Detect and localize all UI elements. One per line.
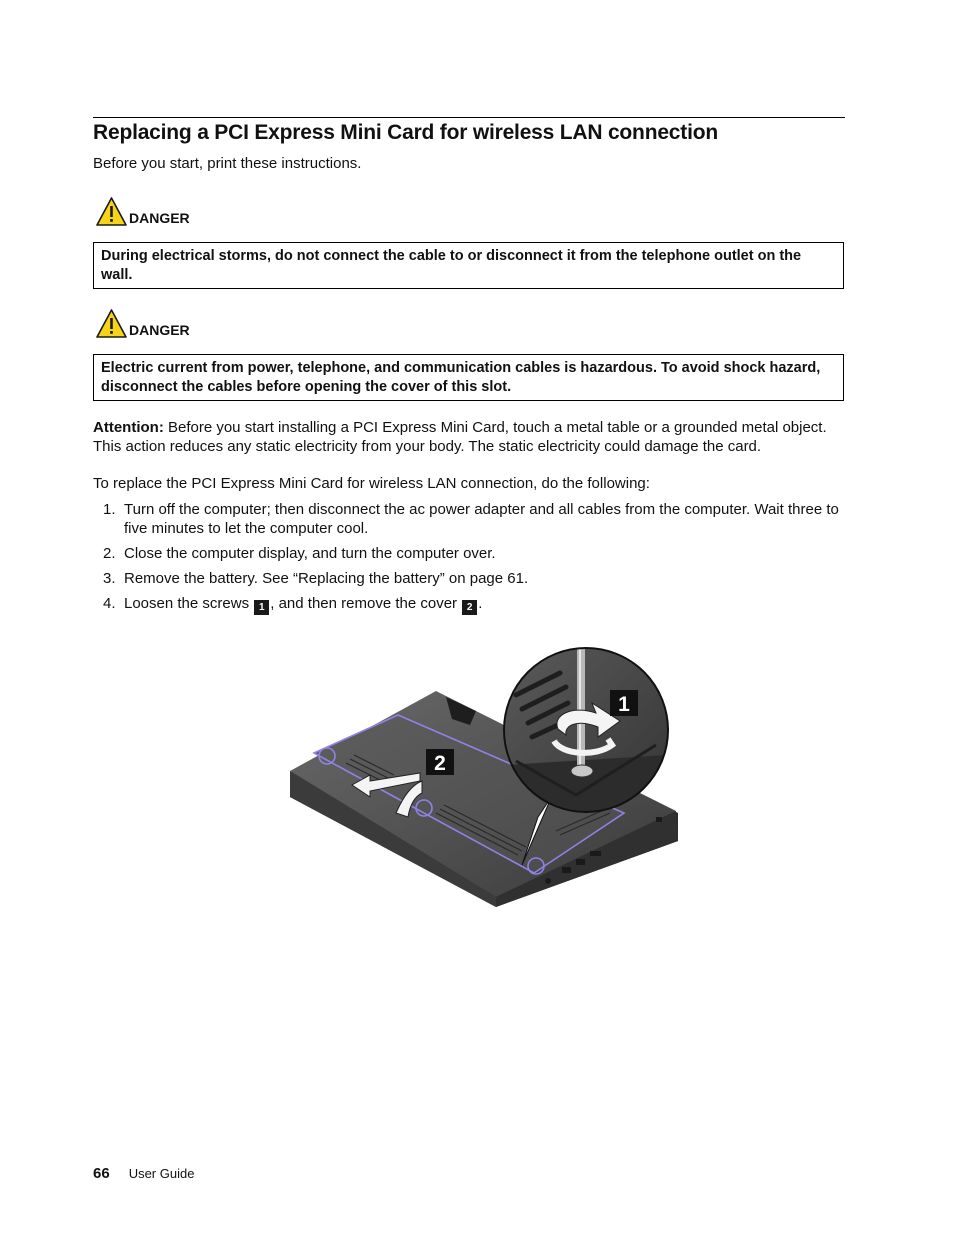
danger-label: DANGER [129,210,190,226]
intro-text: Before you start, print these instructions. [93,155,362,172]
step-text: Remove the battery. See “Replacing the battery” on page 61. [124,570,529,587]
step-text: Loosen the screws [124,595,254,612]
danger-heading [95,193,190,227]
step-number: 3. [103,570,116,587]
heading-rule [93,117,845,118]
danger-heading [95,305,190,339]
step-text: , and then remove the cover [270,595,462,612]
step-text: Turn off the computer; then disconnect the ac power adapter and all cables from the computer. Wait three to five minutes to let the computer cool. [124,501,839,537]
page-footer [93,1165,194,1182]
step-number: 2. [103,545,116,562]
danger-notice: During electrical storms, do not connect the cable to or disconnect it from the telephone outlet on the wall. [93,242,844,289]
callout-2-label: 2 [434,752,446,775]
attention-label: Attention: [93,419,164,436]
warning-icon [95,196,128,227]
step-item [93,594,845,615]
page-number: 66 [93,1165,110,1182]
callout-badge: 1 [254,600,269,615]
attention-paragraph [93,418,853,456]
step-number: 1. [103,501,116,518]
danger-label: DANGER [129,322,190,338]
step-number: 4. [103,595,116,612]
page-title: Replacing a PCI Express Mini Card for wireless LAN connection [93,121,718,144]
laptop-bottom-illustration [286,645,682,911]
warning-icon [95,308,128,339]
step-text: . [478,595,483,612]
danger-notice: Electric current from power, telephone, and communication cables is hazardous. To avoid shock hazard, disconnect the cables before opening the cover of this slot. [93,354,844,401]
step-text: Close the computer display, and turn the computer over. [124,545,496,562]
callout-badge: 2 [462,600,477,615]
procedure-intro: To replace the PCI Express Mini Card for wireless LAN connection, do the following: [93,475,650,492]
step-item [93,544,845,563]
callout-1-label: 1 [618,693,630,716]
step-item [93,569,845,588]
document-title: User Guide [128,1166,195,1181]
procedure-steps [93,500,845,621]
step-item [93,500,845,538]
attention-text: Before you start installing a PCI Express Mini Card, touch a metal table or a grounded metal object. This action reduces any static electricity from your body. The static electricity could damage the card. [93,419,827,455]
